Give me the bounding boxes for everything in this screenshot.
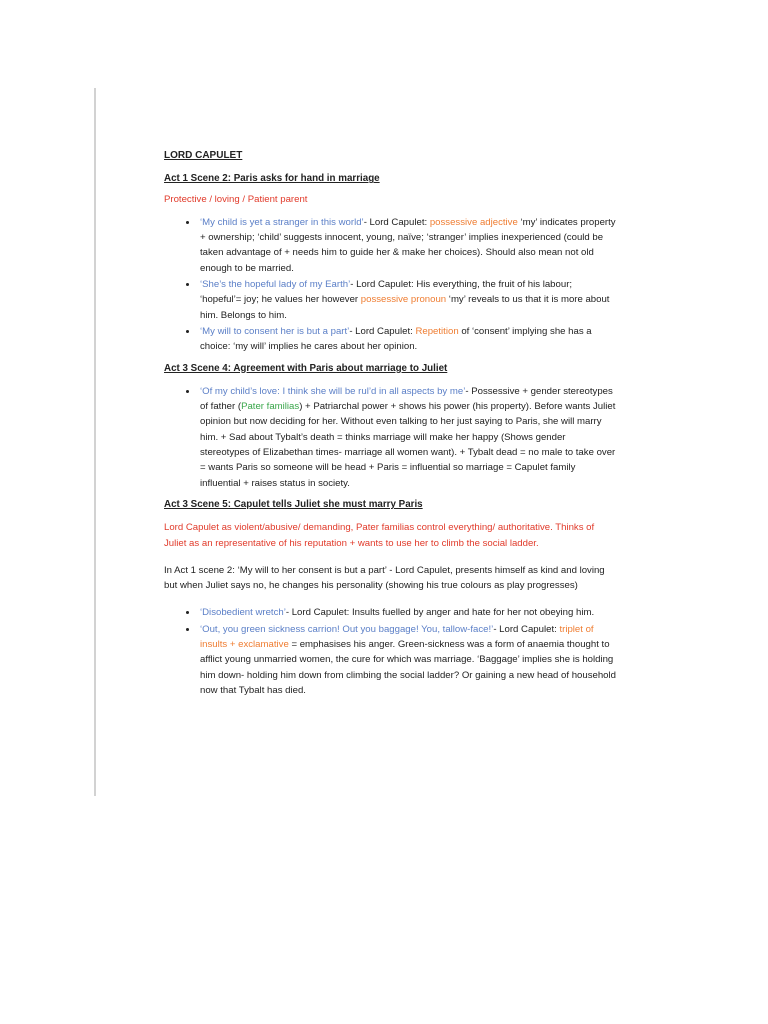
section-heading-act3-scene5: Act 3 Scene 5: Capulet tells Juliet she must marry Paris <box>164 498 423 510</box>
technique-term: possessive adjective <box>429 216 518 228</box>
section-theme-act3-scene5: Lord Capulet as violent/abusive/ demanding, Pater familias control everything/ authoritative. Thinks of Juliet as an representative of his reputation + wants to use her to climb the social ladder. <box>164 522 595 549</box>
list-item <box>198 622 616 698</box>
page-title: LORD CAPULET <box>164 150 243 161</box>
analysis-text: - Lord Capulet: <box>349 325 416 337</box>
quote-text: ‘Of my child’s love: I think she will be rul’d in all aspects by me’ <box>200 385 466 397</box>
technique-term: triplet of insults + exclamative <box>200 623 594 651</box>
list-item <box>198 215 616 276</box>
analysis-text: - Lord Capulet: <box>493 623 560 635</box>
section-heading-act3-scene4: Act 3 Scene 4: Agreement with Paris about marriage to Juliet <box>164 362 448 374</box>
technique-term: Repetition <box>415 325 459 337</box>
analysis-text: ‘my’ reveals to us that it is more about him. Belongs to him. <box>200 294 610 321</box>
analysis-text: ‘my’ indicates property + ownership; ‘child’ suggests innocent, young, naïve; ‘stranger’ implies inexperienced (could be taken advantage of + needs him to guide her & make her choices). Should also mean not old enough to be married. <box>200 216 616 274</box>
analysis-text: ) + Patriarchal power + shows his power (his property). Before wants Juliet opinion but now deciding for her. Without even talking to her just saying to Paris, she will marry him. + Sad about Tybalt’s death = thinks marriage will make her happy (Shows gender stereotypes of Elizabethan times- marriage all women want). + Tybalt dead = no male to take over = wants Paris so someone will be head + Paris = influential so marriage = Capulet family influential + raises status in society. <box>200 401 616 489</box>
page-edge-line <box>94 88 96 796</box>
quote-text: ‘Out, you green sickness carrion! Out you baggage! You, tallow-face!’ <box>200 623 494 635</box>
bullet-list-act3-scene4 <box>164 384 616 491</box>
quote-text: ‘Disobedient wretch’ <box>200 607 286 619</box>
section-theme-act1-scene2: Protective / loving / Patient parent <box>164 193 308 205</box>
list-item <box>198 384 616 491</box>
quote-text: ‘My child is yet a stranger in this world’ <box>200 216 364 228</box>
section-heading-act1-scene2: Act 1 Scene 2: Paris asks for hand in marriage <box>164 173 380 185</box>
list-item <box>198 324 616 355</box>
analysis-text: - Lord Capulet: Insults fuelled by anger and hate for her not obeying him. <box>285 607 595 619</box>
document-body <box>164 148 616 704</box>
quote-text: ‘She’s the hopeful lady of my Earth’ <box>200 279 351 291</box>
list-item <box>198 277 616 323</box>
analysis-text: = emphasises his anger. Green-sickness was a form of anaemia thought to afflict young unmarried women, the cure for which was marriage. ‘Baggage’ implies she is holding him down- holding him down from climbing the social ladder? Or gaining a new head of household now that Tybalt has died. <box>200 639 616 696</box>
list-item <box>198 605 616 620</box>
context-paragraph: In Act 1 scene 2: ‘My will to her consent is but a part’ - Lord Capulet, presents himself as kind and loving but when Juliet says no, he changes his personality (showing his true colours as play progresses) <box>164 564 605 592</box>
technique-term: Pater familias <box>241 401 300 413</box>
bullet-list-act3-scene5 <box>164 605 616 698</box>
analysis-text: - Lord Capulet: <box>363 216 430 228</box>
analysis-text: of ‘consent’ implying she has a choice: ‘my will’ implies he cares about her opinion. <box>200 325 592 353</box>
analysis-text: - Possessive + gender stereotypes of father ( <box>200 385 613 413</box>
bullet-list-act1-scene2 <box>164 215 616 355</box>
technique-term: possessive pronoun <box>360 294 447 306</box>
analysis-text: - Lord Capulet: His everything, the fruit of his labour; ‘hopeful’= joy; he values her however <box>200 279 573 306</box>
quote-text: ‘My will to consent her is but a part’ <box>200 325 350 337</box>
